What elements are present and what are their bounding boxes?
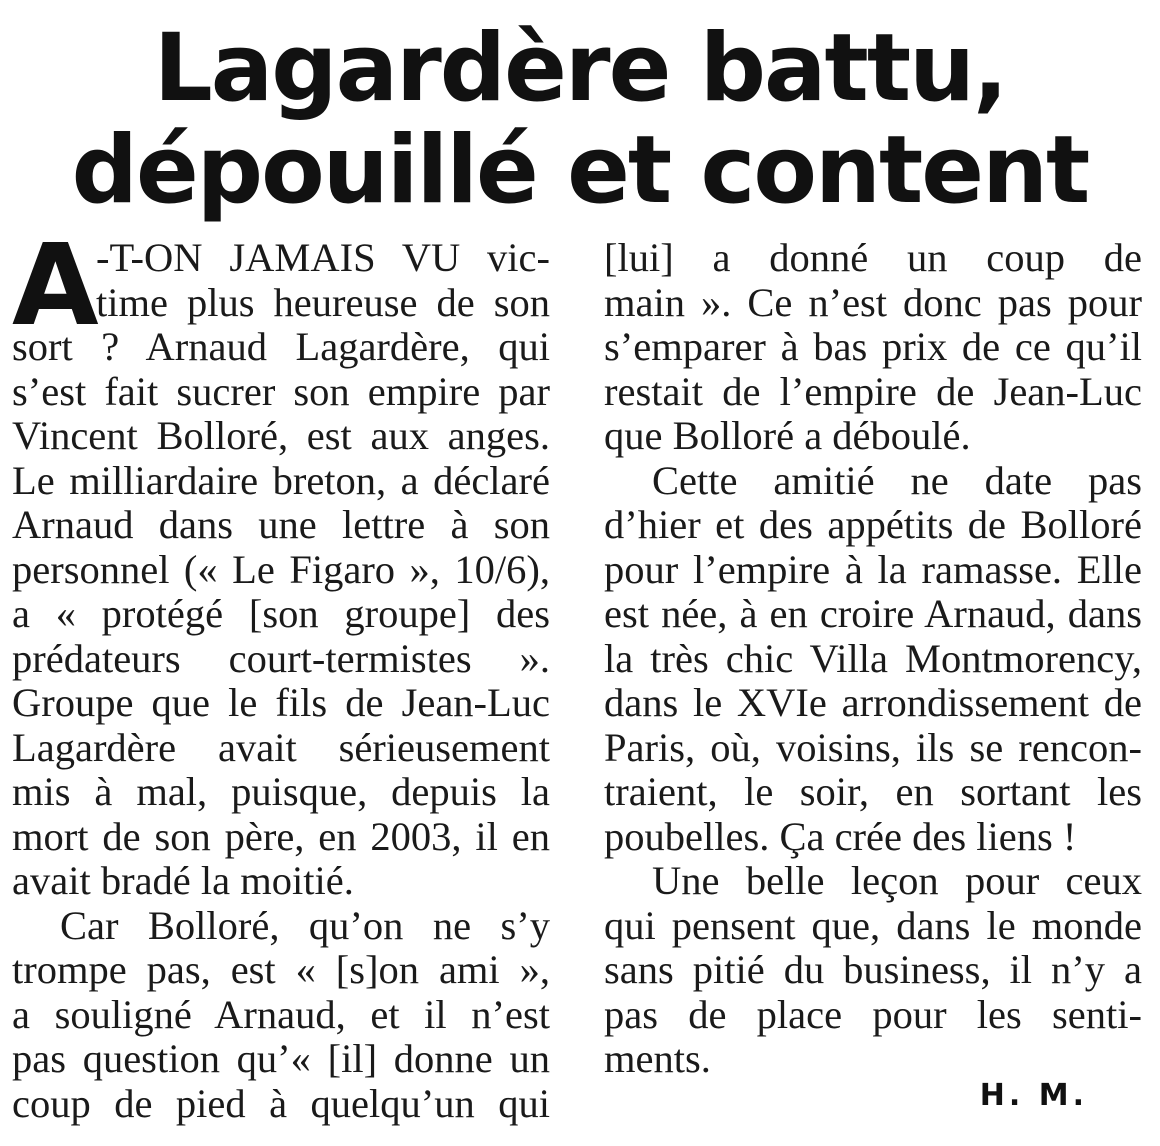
- text-line: sans pitié du business, il n’y a: [604, 947, 1142, 992]
- text-line: avait bradé la moitié.: [12, 858, 354, 903]
- text-line: coup de pied à quelqu’un qui: [12, 1080, 550, 1126]
- headline-line-1: Lagardère battu,: [153, 14, 1007, 123]
- text-line: que Bolloré a déboulé.: [604, 413, 971, 458]
- text-line: Car Bolloré, qu’on ne s’y: [60, 902, 550, 948]
- headline-line-2: dépouillé et content: [71, 116, 1089, 225]
- text-line: est née, à en croire Arnaud, dans: [604, 591, 1142, 636]
- text-line: pour l’empire à la ramasse. Elle: [604, 546, 1142, 592]
- text-line: time plus heureuse de son: [96, 279, 550, 325]
- text-line: pas question qu’« [il] donne un: [12, 1036, 550, 1081]
- text-line: ments.: [604, 1036, 711, 1081]
- text-line: sort ? Arnaud Lagardère, qui: [12, 324, 550, 369]
- text-line: s’emparer à bas prix de ce qu’il: [604, 324, 1142, 369]
- text-line: Le milliardaire breton, a déclaré: [12, 457, 550, 503]
- text-line: dans le XVIe arrondissement de: [604, 680, 1142, 725]
- text-line: mort de son père, en 2003, il en: [12, 813, 550, 859]
- text-line: s’est fait sucrer son empire par: [12, 368, 550, 414]
- text-line: mis à mal, puisque, depuis la: [12, 769, 550, 814]
- text-line: Vincent Bolloré, est aux anges.: [12, 413, 550, 458]
- drop-cap: A: [12, 221, 99, 351]
- author-signature: H. M.: [979, 1078, 1088, 1113]
- text-line: personnel (« Le Figaro », 10/6),: [12, 546, 550, 592]
- text-line: a souligné Arnaud, et il n’est: [12, 991, 550, 1037]
- text-line: a « protégé [son groupe] des: [12, 591, 550, 636]
- headline: [9, 14, 1152, 225]
- text-line: qui pensent que, dans le monde: [604, 902, 1142, 948]
- text-line: restait de l’empire de Jean-Luc: [604, 368, 1142, 414]
- text-line: prédateurs court-termistes ».: [12, 635, 550, 681]
- text-line: Arnaud dans une lettre à son: [12, 502, 550, 547]
- text-line: Paris, où, voisins, ils se rencon-: [604, 724, 1142, 770]
- text-line: poubelles. Ça crée des liens !: [604, 813, 1077, 859]
- article-column-right: [604, 236, 1142, 1082]
- text-line: [lui] a donné un coup de: [604, 235, 1142, 280]
- text-line: pas de place pour les senti-: [604, 991, 1142, 1037]
- text-line: Groupe que le fils de Jean-Luc: [12, 680, 550, 725]
- text-line: Lagardère avait sérieusement: [12, 724, 550, 770]
- text-line: trompe pas, est « [s]on ami »,: [12, 947, 550, 992]
- text-line: Cette amitié ne date pas: [652, 457, 1142, 503]
- article-column-left: [12, 221, 550, 1126]
- text-line: traient, le soir, en sortant les: [604, 769, 1142, 814]
- text-line: main ». Ce n’est donc pas pour: [604, 279, 1142, 325]
- text-line: la très chic Villa Montmorency,: [604, 635, 1142, 681]
- text-line: -T-ON JAMAIS VU vic-: [96, 235, 550, 280]
- text-line: d’hier et des appétits de Bolloré: [604, 502, 1142, 547]
- text-line: Une belle leçon pour ceux: [652, 858, 1142, 903]
